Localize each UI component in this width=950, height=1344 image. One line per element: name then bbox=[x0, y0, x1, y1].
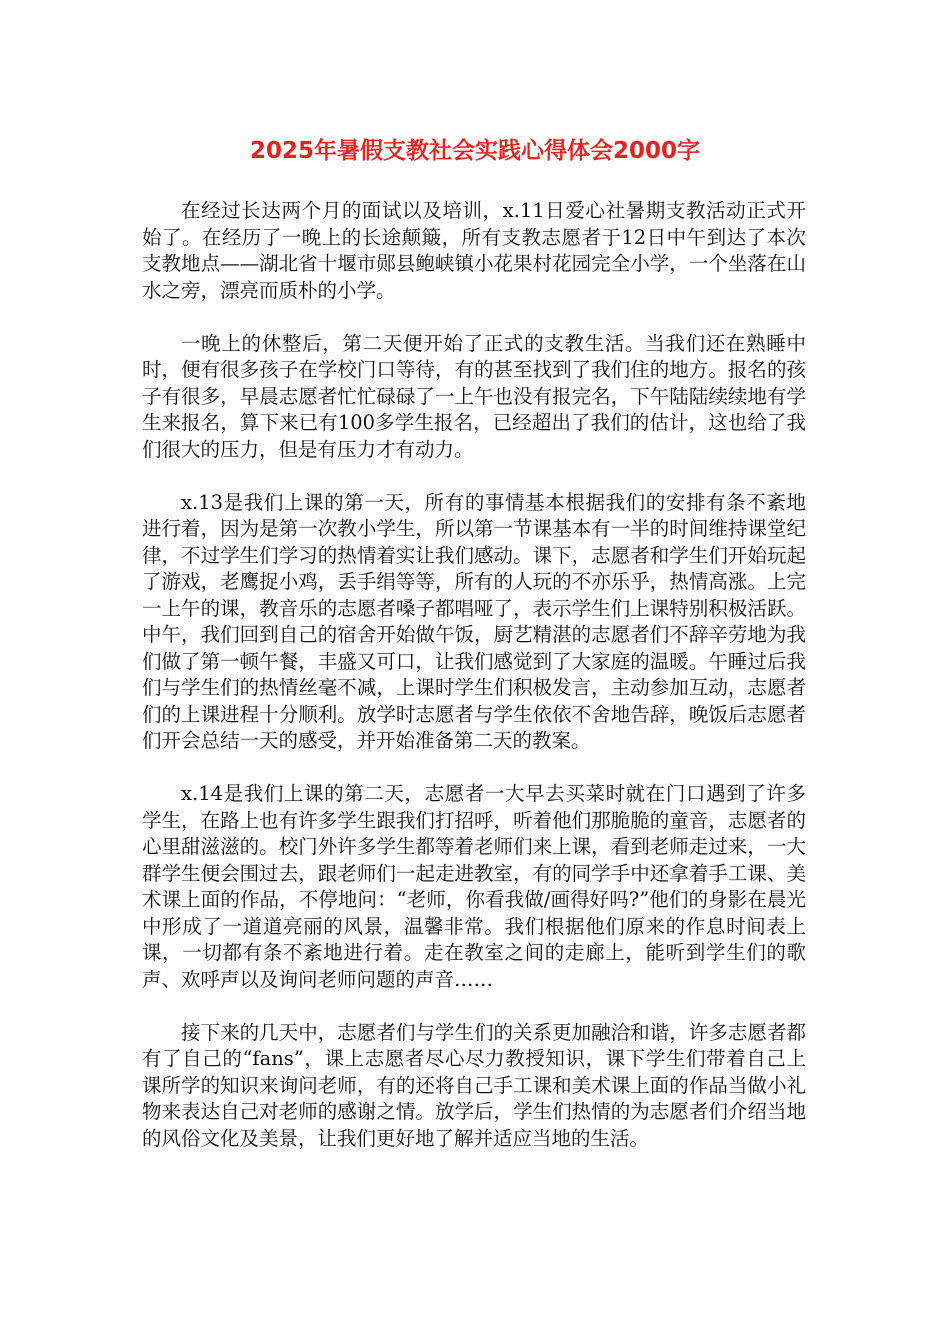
paragraph-5: 接下来的几天中，志愿者们与学生们的关系更加融洽和谐，许多志愿者都有了自己的“fans”，课上志愿者尽心尽力教授知识，课下学生们带着自己上课所学的知识来询问老师，有的还将自己手工课和美术课上面的作品当做小礼物来表达自己对老师的感谢之情。放学后，学生们热情的为志愿者们介绍当地的风俗文化及美景，让我们更好地了解并适应当地的生活。 bbox=[142, 1020, 806, 1150]
paragraph-4: x.14是我们上课的第二天，志愿者一大早去买菜时就在门口遇到了许多学生，在路上也有许多学生跟我们打招呼，听着他们那脆脆的童音，志愿者的心里甜滋滋的。校门外许多学生都等着老师们来上课，看到老师走过来，一大群学生便会围过去，跟老师们一起走进教室，有的同学手中还拿着手工课、美术课上面的作品，不停地问：“老师，你看我做/画得好吗?”他们的身影在晨光中形成了一道道亮丽的风景，温馨非常。我们根据他们原来的作息时间表上课，一切都有条不紊地进行着。走在教室之间的走廊上，能听到学生们的歌声、欢呼声以及询问老师问题的声音…… bbox=[142, 782, 806, 991]
document-body bbox=[142, 198, 806, 1179]
paragraph-2: 一晚上的休整后，第二天便开始了正式的支教生活。当我们还在熟睡中时，便有很多孩子在学校门口等待，有的甚至找到了我们住的地方。报名的孩子有很多，早晨志愿者忙忙碌碌了一上午也没有报完名，下午陆陆续续地有学生来报名，算下来已有100多学生报名，已经超出了我们的估计，这也给了我们很大的压力，但是有压力才有动力。 bbox=[142, 331, 806, 461]
paragraph-1: 在经过长达两个月的面试以及培训，x.11日爱心社暑期支教活动正式开始了。在经历了一晚上的长途颠簸，所有支教志愿者于12日中午到达了本次支教地点——湖北省十堰市郧县鲍峡镇小花果村花园完全小学，一个坐落在山水之旁，漂亮而质朴的小学。 bbox=[142, 199, 806, 302]
paragraph-3: x.13是我们上课的第一天，所有的事情基本根据我们的安排有条不紊地进行着，因为是第一次教小学生，所以第一节课基本有一半的时间维持课堂纪律，不过学生们学习的热情着实让我们感动。课下，志愿者和学生们开始玩起了游戏，老鹰捉小鸡，丢手绢等等，所有的人玩的不亦乐乎，热情高涨。上完一上午的课，教音乐的志愿者嗓子都唱哑了，表示学生们上课特别积极活跃。中午，我们回到自己的宿舍开始做午饭，厨艺精湛的志愿者们不辞辛劳地为我们做了第一顿午餐，丰盛又可口，让我们感觉到了大家庭的温暖。午睡过后我们与学生们的热情丝毫不减，上课时学生们积极发言，主动参加互动，志愿者们的上课进程十分顺利。放学时志愿者与学生依依不舍地告辞，晚饭后志愿者们开会总结一天的感受，并开始准备第二天的教案。 bbox=[142, 490, 806, 752]
document-title: 2025年暑假支教社会实践心得体会2000字 bbox=[249, 138, 701, 164]
